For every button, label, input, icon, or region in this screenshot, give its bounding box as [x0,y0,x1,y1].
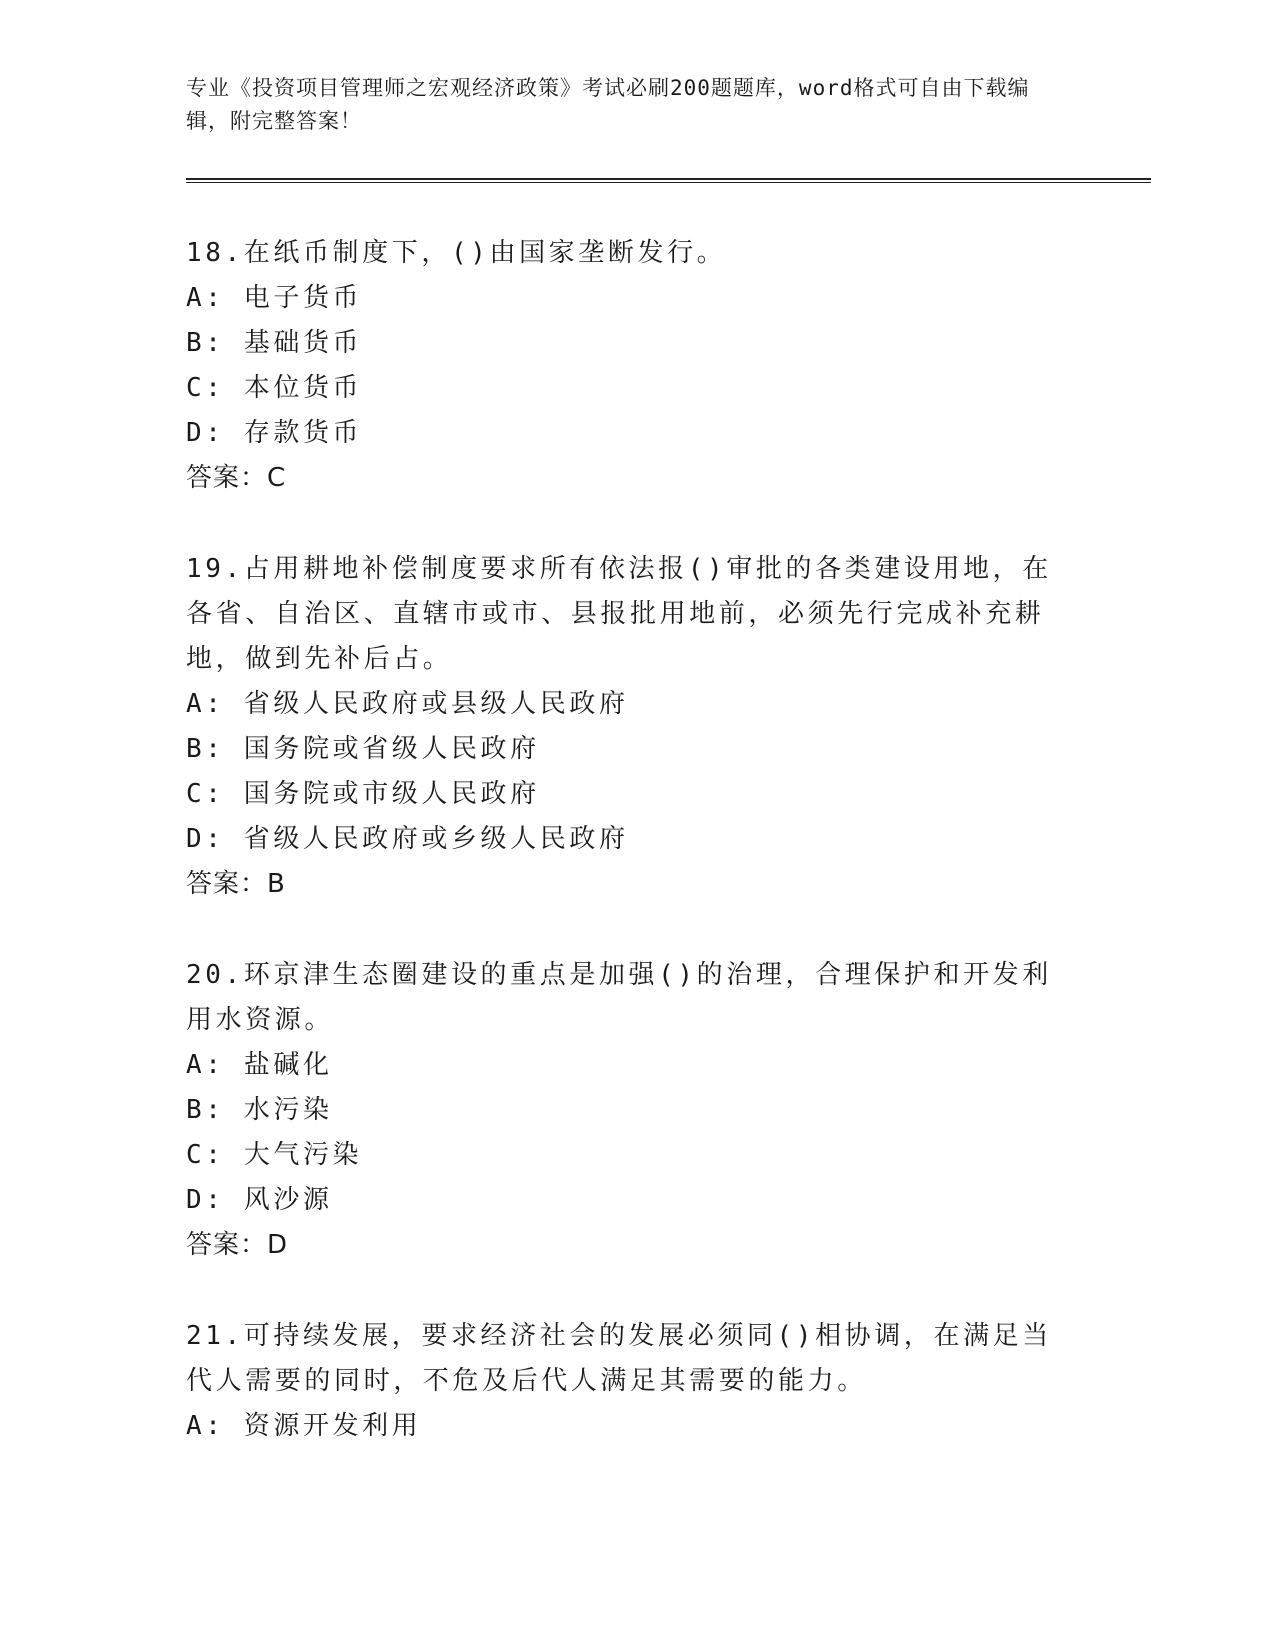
answer-line: 答案：D [186,1230,289,1260]
option-a: A: 电子货币 [186,283,363,313]
option-b: B: 国务院或省级人民政府 [186,734,540,764]
question-18 [186,231,1086,501]
question-21 [186,1314,1086,1449]
option-b: B: 基础货币 [186,328,363,358]
option-a: A: 省级人民政府或县级人民政府 [186,689,629,719]
option-a: A: 资源开发利用 [186,1411,422,1441]
option-c: C: 国务院或市级人民政府 [186,779,540,809]
question-stem: 18.在纸币制度下，()由国家垄断发行。 [186,238,727,268]
question-stem: 20.环京津生态圈建设的重点是加强()的治理，合理保护和开发利用水资源。 [186,960,1052,1035]
answer-line: 答案：C [186,463,287,493]
document-header: 专业《投资项目管理师之宏观经济政策》考试必刷200题题库，word格式可自由下载编辑，附完整答案！ [186,76,1030,133]
question-19 [186,547,1086,907]
header-divider [186,178,1151,183]
option-d: D: 存款货币 [186,418,363,448]
question-list [186,231,1086,1495]
option-d: D: 风沙源 [186,1185,333,1215]
option-c: C: 大气污染 [186,1140,363,1170]
answer-line: 答案：B [186,869,286,899]
option-b: B: 水污染 [186,1095,333,1125]
option-d: D: 省级人民政府或乡级人民政府 [186,824,629,854]
question-stem: 19.占用耕地补偿制度要求所有依法报()审批的各类建设用地，在各省、自治区、直辖市或市、县报批用地前，必须先行完成补充耕地，做到先补后占。 [186,554,1052,674]
question-stem: 21.可持续发展，要求经济社会的发展必须同()相协调，在满足当代人需要的同时，不危及后代人满足其需要的能力。 [186,1321,1052,1396]
question-20 [186,953,1086,1268]
option-a: A: 盐碱化 [186,1050,333,1080]
option-c: C: 本位货币 [186,373,363,403]
